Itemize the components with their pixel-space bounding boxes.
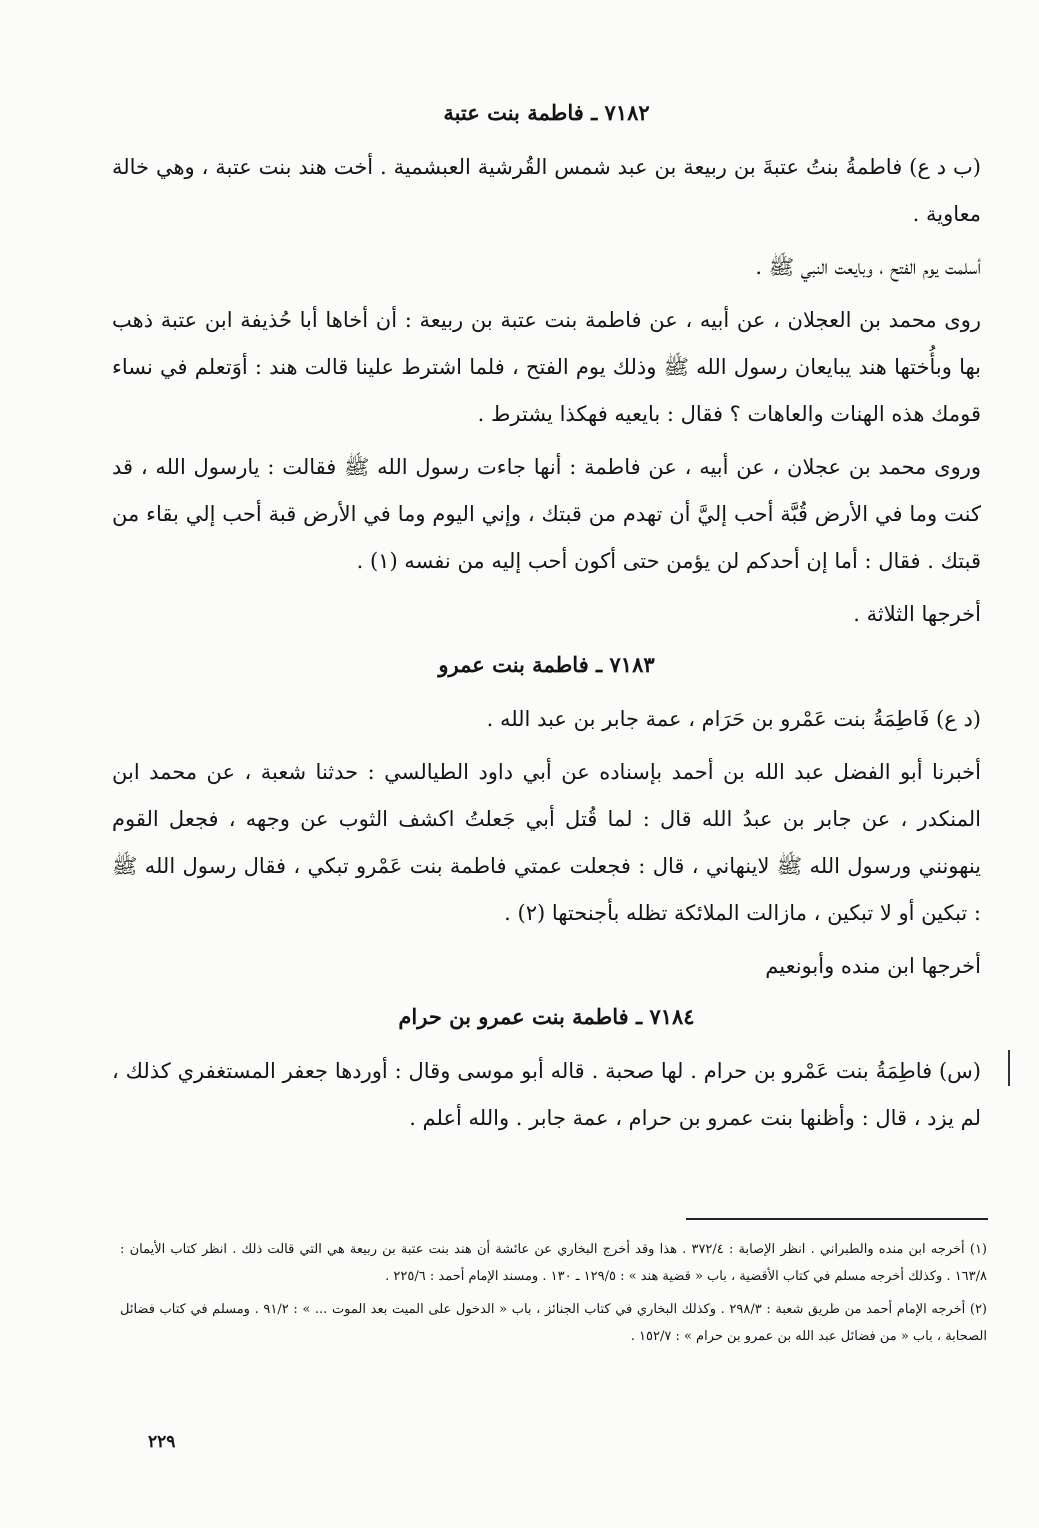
page-number: ٢٢٩ xyxy=(148,1432,176,1452)
entry-heading-7182: ٧١٨٢ ـ فاطمة بنت عتبة xyxy=(443,100,650,125)
footnote-2: (٢) أخرجه الإمام أحمد من طريق شعبة : ٢٩٨/٣ . وكذلك البخاري في كتاب الجنائز ، باب « الدخول على الميت بعد الموت ... » : ٩١/٢ . ومسلم في كتاب فضائل الصحابة ، باب « من فضائل عبد الله بن عمرو بن حرام » : ١٥٢/٧ . xyxy=(120,1302,987,1344)
entry-7182-narration-2: وروى محمد بن عجلان ، عن أبيه ، عن فاطمة : أنها جاءت رسول الله ﷺ فقالت : يارسول الله ، قد كنت وما في الأرض قُبَّة أحب إليَّ أن تهدم من قبتك ، وإني اليوم وما في الأرض قبة أحب إلي بقاء من قبتك . فقال : أما إن أحدكم لن يؤمن حتى أكون أحب إليه من نفسه (١) . xyxy=(112,455,981,573)
margin-mark xyxy=(1008,1050,1010,1086)
entry-7184-text: (س) فاطِمَةُ بنت عَمْرو بن حرام . لها صحبة . قاله أبو موسى وقال : أوردها جعفر المستغفري كذلك ، لم يزد ، قال : وأظنها بنت عمرو بن حرام ، عمة جابر . والله أعلم . xyxy=(112,1059,981,1130)
footnotes xyxy=(120,1236,987,1356)
entry-7183-lineage: (د ع) فَاطِمَةُ بنت عَمْرو بن حَرَام ، عمة جابر بن عبد الله . xyxy=(486,707,981,731)
entry-7182-source: أخرجها الثلاثة . xyxy=(853,602,981,626)
entry-7182-narration-1: روى محمد بن العجلان ، عن أبيه ، عن فاطمة بنت عتبة بن ربيعة : أن أخاها أبا حُذيفة ابن عتبة ذهب بها وبأُختها هند يبايعان رسول الله ﷺ وذلك يوم الفتح ، فلما اشترط علينا قالت هند : أوَتعلم في نساء قومك هذه الهنات والعاهات ؟ فقال : بايعيه فهكذا يشترط . xyxy=(112,308,981,426)
footnote-1: (١) أخرجه ابن منده والطبراني . انظر الإصابة : ٣٧٢/٤ . هذا وقد أخرج البخاري عن عائشة أن هند بنت عتبة بن ربيعة هي التي قالت ذلك . انظر كتاب الأيمان : ١٦٣/٨ . وكذلك أخرجه مسلم في كتاب الأقضية ، باب « قضية هند » : ١٢٩/٥ ـ ١٣٠ . ومسند الإمام أحمد : ٢٢٥/٦ . xyxy=(120,1242,987,1284)
entry-7183-source: أخرجها ابن منده وأبونعيم xyxy=(765,954,981,978)
footnote-divider xyxy=(686,1218,988,1220)
main-text-column xyxy=(112,96,981,1148)
entry-heading-7183: ٧١٨٣ ـ فاطمة بنت عمرو xyxy=(438,652,655,677)
entry-heading-7184: ٧١٨٤ ـ فاطمة بنت عمرو بن حرام xyxy=(398,1004,695,1029)
entry-7183-narration: أخبرنا أبو الفضل عبد الله بن أحمد بإسناده عن أبي داود الطيالسي : حدثنا شعبة ، عن محمد ابن المنكدر ، عن جابر بن عبدُ الله قال : لما قُتل أبي جَعلتُ اكشف الثوب عن وجهه ، فجعل القوم ينهونني ورسول الله ﷺ لاينهاني ، قال : فجعلت عمتي فاطمة بنت عَمْرو تبكي ، فقال رسول الله ﷺ : تبكين أو لا تبكين ، مازالت الملائكة تظله بأجنحتها (٢) . xyxy=(112,760,981,925)
entry-7182-conversion: أسلمت يوم الفتح ، وبايعت النبي ﷺ . xyxy=(755,255,981,279)
entry-7182-lineage: (ب د ع) فاطمةُ بنتُ عتبةَ بن ربيعة بن عبد شمس القُرشية العبشمية . أخت هند بنت عتبة ، وهي خالة معاوية . xyxy=(112,155,982,226)
